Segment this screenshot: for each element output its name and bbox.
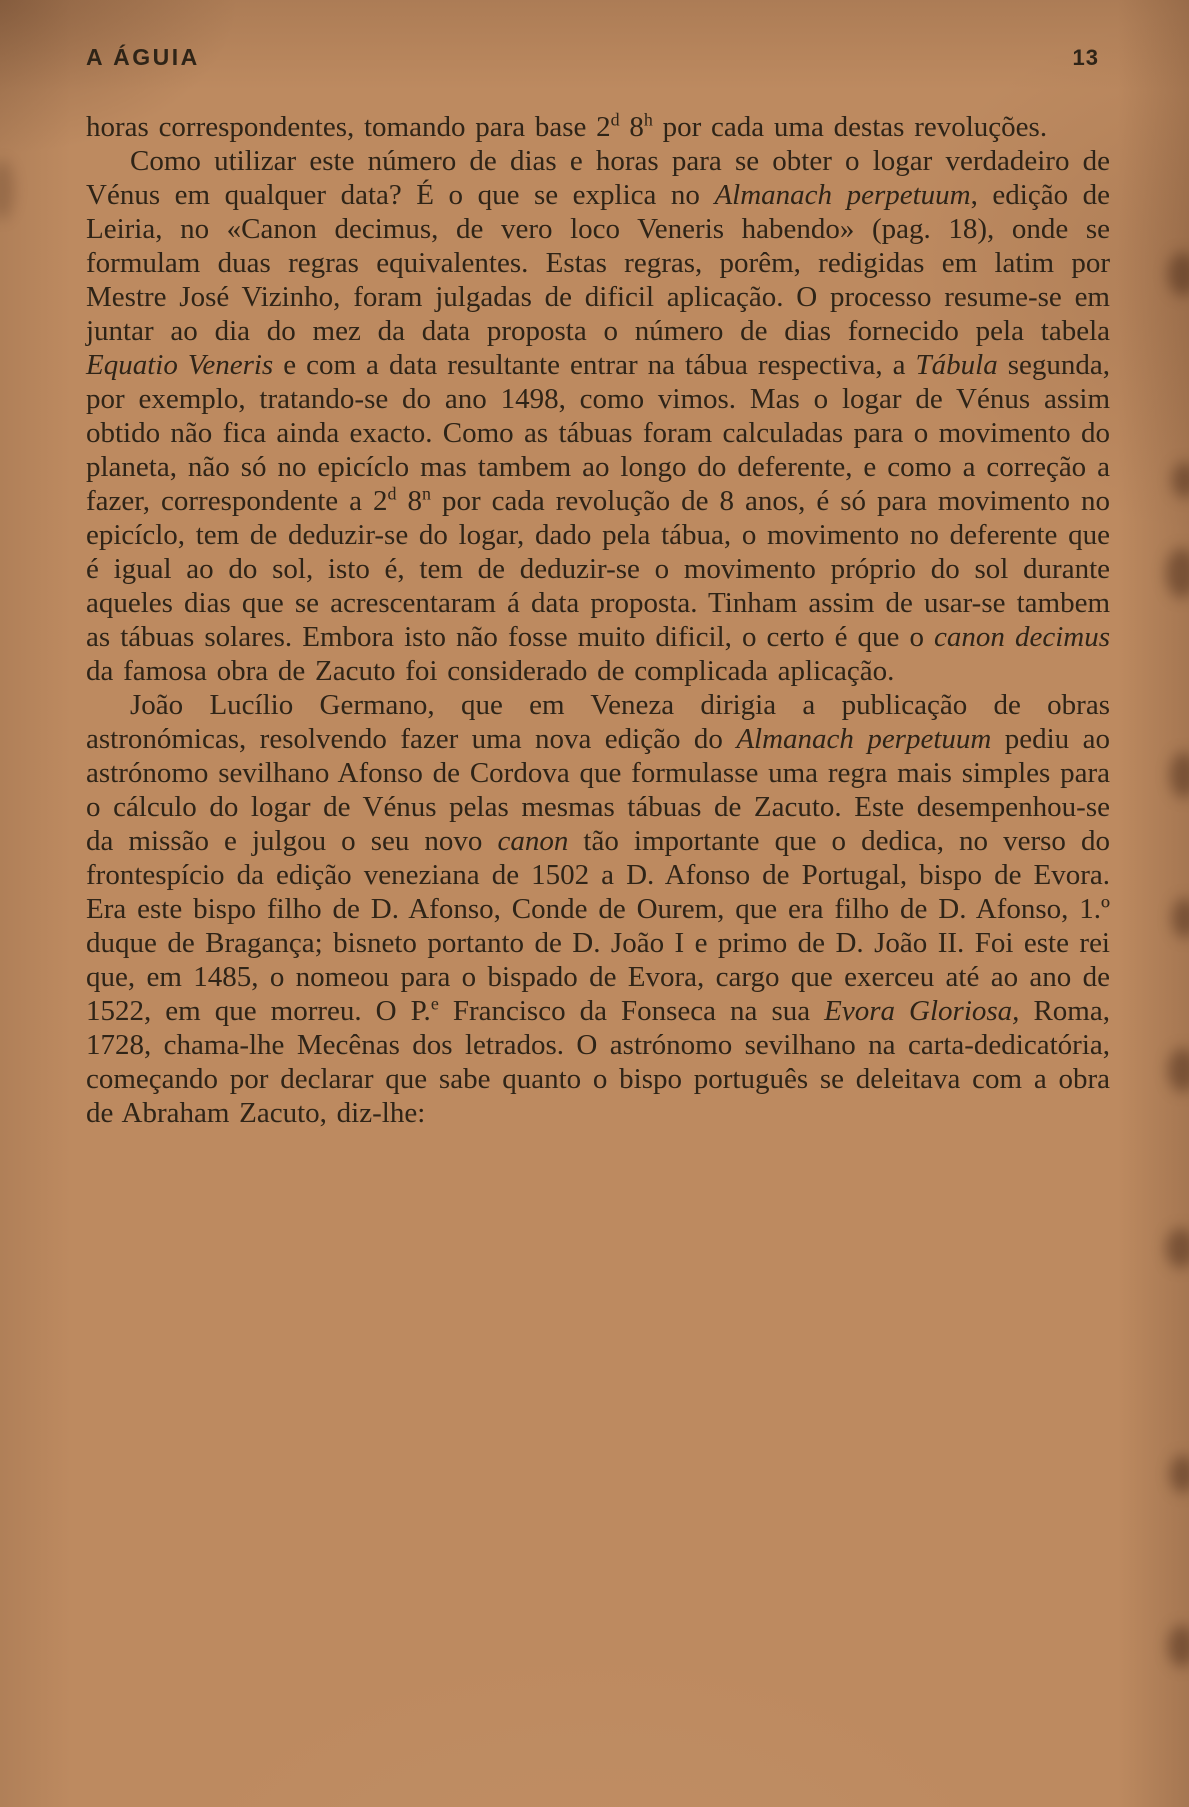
italic-run: canon decimus xyxy=(934,621,1110,653)
page-body xyxy=(86,110,1110,1130)
superscript-run: e xyxy=(430,993,439,1014)
stain xyxy=(1168,1625,1189,1667)
text-run: 8 xyxy=(619,111,644,143)
paragraph xyxy=(86,144,1110,688)
stain xyxy=(1168,252,1189,296)
text-run: 8 xyxy=(396,485,423,517)
stain xyxy=(1168,1048,1189,1092)
stain xyxy=(1166,548,1189,598)
paragraph xyxy=(86,688,1110,1130)
text-run: Roma, 1728, chama-lhe Mecênas dos letrados. O astrónomo sevilhano na carta-dedicatória, começando por declarar que sabe quanto o bispo português se deleitava com a obra de Abraham Zacuto, diz-lhe: xyxy=(86,995,1110,1129)
text-run: pediu ao astrónomo sevilhano Afonso de Cordova que formulasse uma regra mais simples para o cálculo do logar de Vénus pelas mesmas tábuas de Zacuto. Este desempenhou-se da missão e julgou o seu novo xyxy=(86,723,1110,857)
italic-run: Almanach perpetuum xyxy=(714,179,971,211)
text-run: e com a data resultante entrar na tábua respectiva, a xyxy=(273,349,916,381)
journal-title: A ÁGUIA xyxy=(86,44,200,70)
stain xyxy=(1172,898,1189,938)
stain xyxy=(1172,462,1189,498)
text-run: segunda, por exemplo, tratando-se do ano 1498, como vimos. Mas o logar de Vénus assim obtido não fica ainda exacto. Como as tábuas foram calculadas para o movimento do planeta, não só no epicíclo mas tambem ao longo do deferente, e como a correção a fazer, correspondente a 2 xyxy=(86,349,1111,517)
text-run: tão importante que o dedica, no verso do frontespício da edição veneziana de 1502 a D. Afonso de Portugal, bispo de Evora. Era este bispo filho de D. Afonso, Conde de Ourem, que era filho de D. Afonso, 1.º duque de Bragança; bisneto portanto de D. João I e primo de D. João II. Foi este rei que, em 1485, o nomeou para o bispado de Evora, cargo que exerceu até ao ano de 1522, em que morreu. O P. xyxy=(86,825,1110,1027)
paragraph xyxy=(86,110,1110,144)
stain xyxy=(0,160,14,220)
text-run: Como utilizar este número de dias e horas para se obter o logar verdadeiro de Vénus em qualquer data? É o que se explica no xyxy=(86,145,1110,211)
text-run: João Lucílio Germano, que em Veneza dirigia a publicação de obras astronómicas, resolvendo fazer uma nova edição do xyxy=(86,689,1110,755)
italic-run: Tábula xyxy=(915,349,998,381)
italic-run: Evora Gloriosa, xyxy=(824,995,1020,1027)
superscript-run: h xyxy=(643,109,653,130)
stain xyxy=(1170,1455,1189,1493)
stain xyxy=(1166,1228,1189,1268)
superscript-run: d xyxy=(387,483,397,504)
text-run: por cada revolução de 8 anos, é só para movimento no epicíclo, tem de deduzir-se do logar, dado pela tábua, o movimento no deferente que é igual ao do sol, isto é, tem de deduzir-se o movimento próprio do sol durante aqueles dias que se acrescentaram á data proposta. Tinham assim de usar-se tambem as tábuas solares. Embora isto não fosse muito dificil, o certo é que o xyxy=(86,485,1110,653)
text-run: Francisco da Fonseca na sua xyxy=(438,995,825,1027)
text-run: , edição de Leiria, no «Canon decimus, de vero loco Veneris habendo» (pag. 18), onde se formulam duas regras equivalentes. Estas regras, porêm, redigidas em latim por Mestre José Vizinho, foram julgadas de dificil aplicação. O processo resume-se em juntar ao dia do mez da data proposta o número de dias fornecido pela tabela xyxy=(86,179,1110,347)
italic-run: canon xyxy=(497,825,569,857)
text-run: horas correspondentes, tomando para base 2 xyxy=(86,111,611,143)
page-header xyxy=(86,44,1099,71)
superscript-run: d xyxy=(610,109,620,130)
italic-run: Almanach perpetuum xyxy=(736,723,992,755)
stain xyxy=(1170,752,1189,798)
italic-run: Equatio Veneris xyxy=(86,349,274,381)
superscript-run: n xyxy=(422,483,431,504)
page-number: 13 xyxy=(1072,45,1099,70)
text-run: da famosa obra de Zacuto foi considerado de complicada aplicação. xyxy=(86,655,895,687)
text-run: por cada uma destas revoluções. xyxy=(652,111,1048,143)
